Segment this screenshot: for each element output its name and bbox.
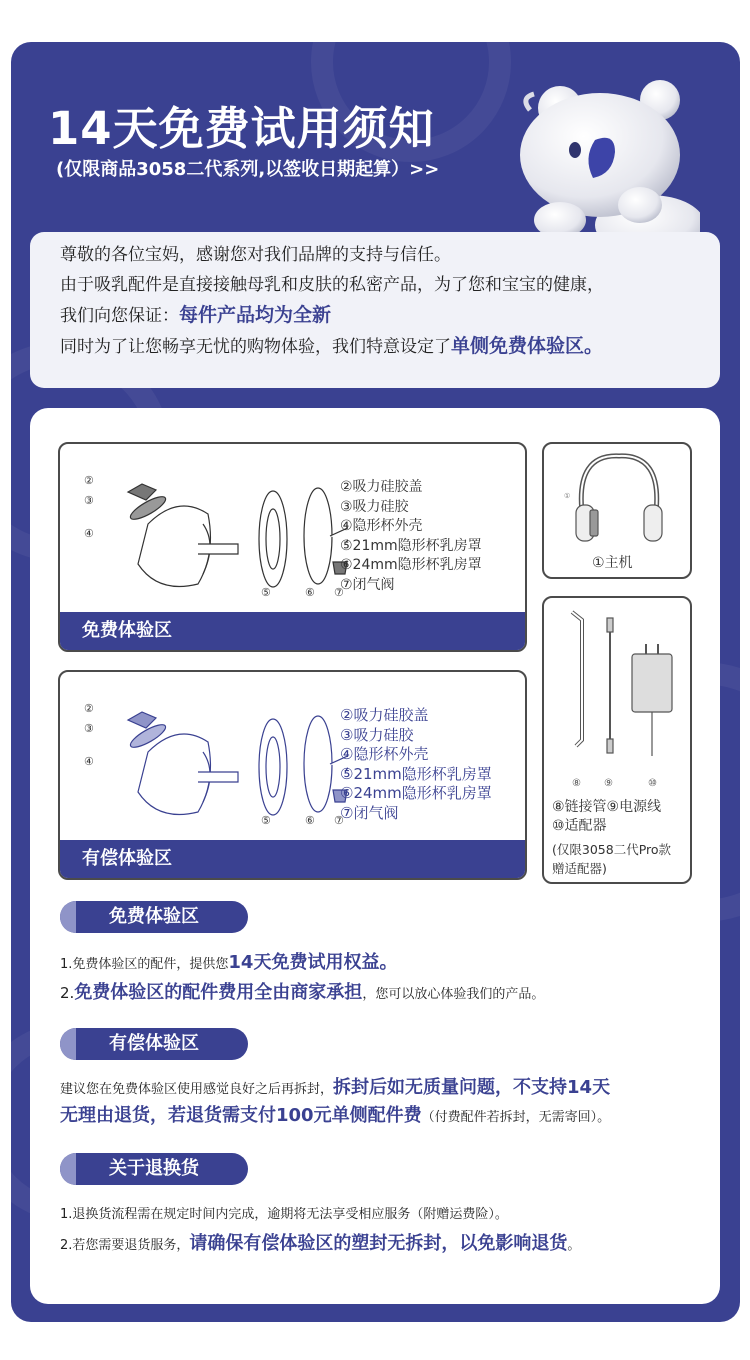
host-label: ①主机	[592, 555, 633, 571]
intro-line: 同时为了让您畅享无忧的购物体验，我们特意设定了单侧免费体验区。	[60, 335, 604, 357]
intro-line: 尊敬的各位宝妈，感谢您对我们品牌的支持与信任。	[60, 245, 451, 265]
callout: ⑤	[261, 587, 271, 599]
section-heading-free: 免费体验区	[60, 901, 248, 933]
free-zone-label: 免费体验区	[60, 612, 525, 650]
part-item: ⑥24mm隐形杯乳房罩	[340, 557, 482, 573]
part-item: ③吸力硅胶	[340, 498, 409, 515]
callout: ⑥	[305, 815, 315, 827]
part-item: ⑦闭气阀	[340, 803, 399, 822]
free-rule-line: 2.免费体验区的配件费用全由商家承担，您可以放心体验我们的产品。	[60, 982, 545, 1003]
bear-mascot-icon	[500, 70, 700, 240]
part-item: ②吸力硅胶盖	[340, 479, 423, 495]
part-item: ③吸力硅胶	[340, 725, 414, 744]
intro-highlight: 单侧免费体验区。	[451, 335, 604, 357]
accessories-card	[542, 596, 692, 884]
parts-list	[340, 706, 492, 823]
callout: ⑦	[334, 587, 344, 599]
callout: ④	[84, 528, 94, 540]
free-rule-line: 1.免费体验区的配件，提供您14天免费试用权益。	[60, 952, 398, 973]
paid-zone-label: 有偿体验区	[60, 840, 525, 878]
free-zone-card	[58, 442, 527, 652]
page-subtitle: (仅限商品3058二代系列,以签收日期起算）>>	[56, 159, 440, 180]
callout: ②	[84, 703, 94, 715]
intro-line: 由于吸乳配件是直接接触母乳和皮肤的私密产品，为了您和宝宝的健康，	[60, 275, 604, 295]
page-title: 14天免费试用须知	[48, 102, 435, 155]
intro-line: 我们向您保证：每件产品均为全新	[60, 304, 332, 326]
paid-rule-highlight: 拆封后如无质量问题，不支持14天	[333, 1077, 611, 1098]
adapter-note: (仅限3058二代Pro款	[552, 842, 672, 857]
accessories-line: ⑩适配器	[552, 818, 607, 834]
callout: ⑥	[305, 587, 315, 599]
paid-zone-card	[58, 670, 527, 880]
callout: ②	[84, 475, 94, 487]
intro-highlight: 每件产品均为全新	[179, 304, 332, 326]
headphone-host-icon	[564, 450, 674, 550]
intro-panel	[30, 232, 720, 388]
callout: ④	[84, 756, 94, 768]
part-item: ⑥24mm隐形杯乳房罩	[340, 784, 492, 802]
callout: ⑨	[604, 778, 613, 789]
section-heading-paid: 有偿体验区	[60, 1028, 248, 1060]
callout: ⑤	[261, 815, 271, 827]
part-item: ⑤21mm隐形杯乳房罩	[340, 764, 492, 783]
part-item: ②吸力硅胶盖	[340, 706, 429, 724]
accessories-diagram-icon	[552, 604, 686, 790]
parts-list	[340, 478, 482, 595]
callout: ⑦	[334, 815, 344, 827]
callout: ③	[84, 723, 94, 735]
paid-rule-highlight: 无理由退货，若退货需支付100元单侧配件费	[60, 1105, 422, 1126]
paid-rule-line: 无理由退货，若退货需支付100元单侧配件费（付费配件若拆封，无需寄回）。	[60, 1105, 611, 1126]
part-item: ⑤21mm隐形杯乳房罩	[340, 537, 482, 554]
return-rule-line: 1.退换货流程需在规定时间内完成，逾期将无法享受相应服务（附赠运费险）。	[60, 1207, 508, 1222]
diagram-callouts	[572, 778, 657, 789]
host-card	[542, 442, 692, 579]
part-item: ④隐形杯外壳	[340, 518, 423, 534]
breast-pump-parts-diagram	[78, 464, 348, 604]
return-rule-line: 2.若您需要退货服务，请确保有偿体验区的塑封无拆封，以免影响退货。	[60, 1233, 581, 1254]
paid-rule-line: 建议您在免费体验区使用感觉良好之后再拆封，拆封后如无质量问题，不支持14天	[60, 1077, 611, 1098]
callout: ①	[564, 493, 571, 500]
free-rule-highlight: 免费体验区的配件费用全由商家承担	[74, 982, 363, 1003]
section-heading-return: 关于退换货	[60, 1153, 248, 1185]
part-item: ④隐形杯外壳	[340, 745, 429, 763]
breast-pump-parts-diagram	[78, 692, 348, 832]
return-rule-highlight: 请确保有偿体验区的塑封无拆封，以免影响退货	[189, 1233, 568, 1254]
accessories-line: ⑧链接管⑨电源线	[552, 799, 662, 815]
accessories-labels	[552, 798, 671, 878]
callout: ⑧	[572, 778, 581, 789]
adapter-note: 赠适配器)	[552, 861, 607, 876]
callout: ③	[84, 495, 94, 507]
part-item: ⑦闭气阀	[340, 576, 395, 593]
free-rule-highlight: 14天免费试用权益。	[228, 952, 398, 973]
callout: ⑩	[648, 778, 657, 789]
